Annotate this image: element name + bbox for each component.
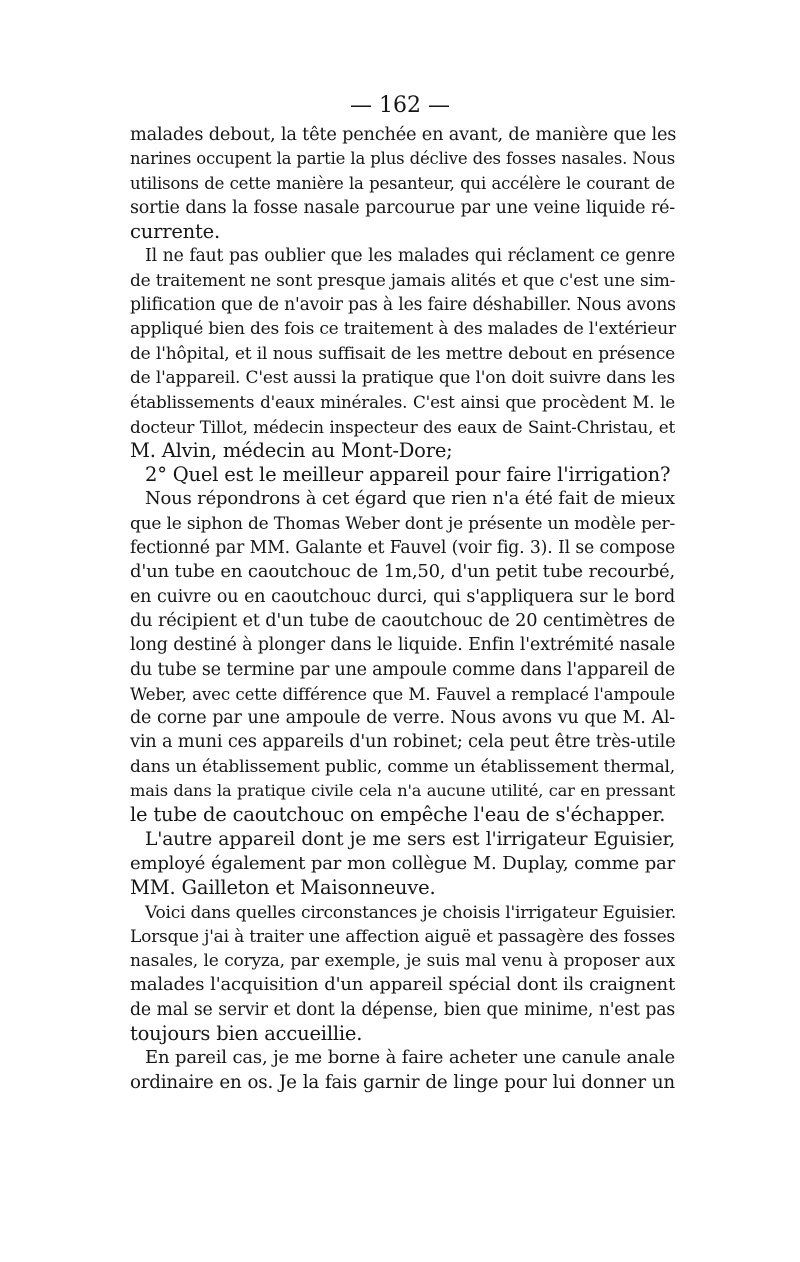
text-line: du récipient et d'un tube de caoutchouc de 20 centimètres de (130, 610, 675, 631)
text-line: de mal se servir et dont la dépense, bien que minime, n'est pas (130, 999, 675, 1020)
text-line: malades l'acquisition d'un appareil spécial dont ils craignent (130, 974, 675, 996)
body-text (130, 123, 675, 1095)
text-line: que le siphon de Thomas Weber dont je présente un modèle per- (130, 513, 675, 534)
text-line: Il ne faut pas oublier que les malades qui réclament ce genre (145, 246, 675, 267)
text-line: employé également par mon collègue M. Duplay, comme par (130, 852, 675, 874)
text-line: toujours bien accueillie. (130, 1021, 363, 1045)
text-line: 2° Quel est le meilleur appareil pour faire l'irrigation? (145, 463, 671, 487)
text-line: nasales, le coryza, par exemple, je suis mal venu à proposer aux (130, 951, 675, 972)
text-line: vin a muni ces appareils d'un robinet; cela peut être très-utile (130, 732, 676, 753)
text-line: fectionné par MM. Galante et Fauvel (voir fig. 3). Il se compose (130, 538, 675, 559)
text-line: ordinaire en os. Je la fais garnir de linge pour lui donner un (130, 1071, 675, 1093)
text-line: narines occupent la partie la plus déclive des fosses nasales. Nous (130, 149, 675, 169)
text-line: M. Alvin, médecin au Mont-Dore; (130, 438, 453, 462)
text-line: établissements d'eaux minérales. C'est ainsi que procèdent M. le (130, 392, 675, 413)
text-line: de l'hôpital, et il nous suffisait de les mettre debout en présence (130, 343, 675, 364)
text-line: long destiné à plonger dans le liquide. Enfin l'extrémité nasale (130, 635, 675, 656)
text-line: de l'appareil. C'est aussi la pratique que l'on doit suivre dans les (130, 367, 675, 388)
text-line: Voici dans quelles circonstances je choisis l'irrigateur Eguisier. (145, 902, 677, 923)
text-line: docteur Tillot, médecin inspecteur des eaux de Saint-Christau, et (130, 416, 675, 437)
text-line: Nous répondrons à cet égard que rien n'a été fait de mieux (145, 488, 675, 510)
text-line: En pareil cas, je me borne à faire acheter une canule anale (145, 1047, 675, 1069)
text-line: Lorsque j'ai à traiter une affection aiguë et passagère des fosses (130, 926, 675, 947)
text-line: Weber, avec cette différence que M. Fauvel a remplacé l'ampoule (130, 683, 675, 704)
text-line: du tube se termine par une ampoule comme dans l'appareil de (130, 659, 675, 680)
text-line: de corne par une ampoule de verre. Nous avons vu que M. Al- (130, 708, 675, 729)
text-line: d'un tube en caoutchouc de 1m,50, d'un petit tube recourbé, (130, 561, 675, 583)
text-line: L'autre appareil dont je me sers est l'irrigateur Eguisier, (145, 828, 675, 850)
text-line: en cuivre ou en caoutchouc durci, qui s'appliquera sur le bord (130, 586, 675, 607)
text-line: sortie dans la fosse nasale parcourue par une veine liquide ré- (130, 197, 675, 218)
text-line: appliqué bien des fois ce traitement à des malades de l'extérieur (130, 319, 676, 340)
text-line: dans un établissement public, comme un établissement thermal, (130, 756, 675, 777)
text-line: MM. Gailleton et Maisonneuve. (130, 876, 436, 900)
text-line: utilisons de cette manière la pesanteur, qui accélère le courant de (130, 173, 675, 193)
text-line: malades debout, la tête penchée en avant, de manière que les (130, 125, 677, 145)
page-number-header: — 162 — (350, 93, 450, 118)
text-line: le tube de caoutchouc on empêche l'eau de s'échapper. (130, 803, 666, 827)
text-line: currente. (130, 220, 220, 244)
text-line: de traitement ne sont presque jamais alités et que c'est une sim- (130, 270, 676, 291)
text-line: plification que de n'avoir pas à les faire déshabiller. Nous avons (130, 295, 676, 316)
text-line: mais dans la pratique civile cela n'a aucune utilité, car en pressant (130, 781, 675, 801)
